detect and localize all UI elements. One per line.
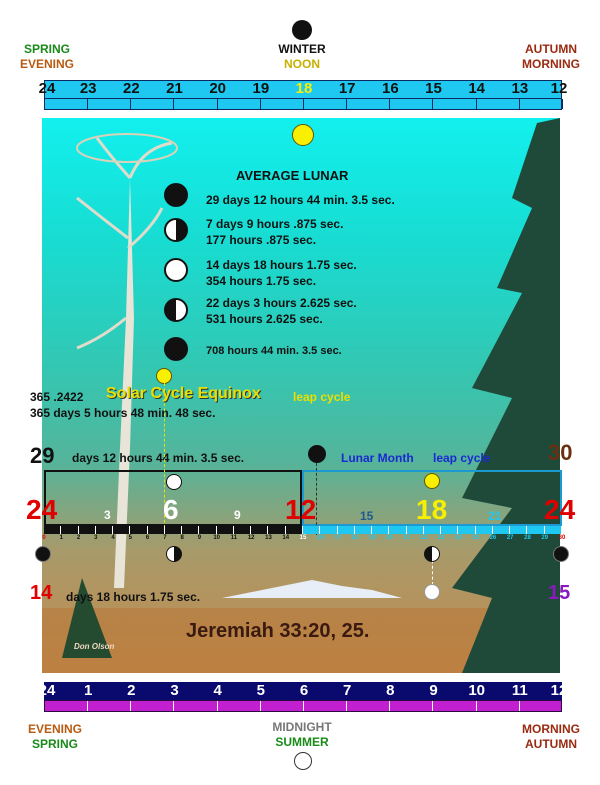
new-moon-phase-icon-2 [164,337,188,361]
new-moon-phase-icon [164,183,188,207]
ruler-cell [347,99,390,109]
spring-evening-label [14,42,80,72]
bottom-ruler-number: 12 [550,682,568,699]
bottom-ruler-number: 1 [83,682,93,699]
day-cell [268,526,285,534]
winter-noon-label [262,42,342,72]
midnight-text: MIDNIGHT [272,720,332,734]
ruler-cell [390,701,433,711]
morning-autumn-label [516,722,586,752]
day-cell [234,526,251,534]
ruler-cell [175,701,218,711]
day-cell [286,526,303,534]
top-ruler-number: 21 [166,80,183,97]
phase4-text-2: 531 hours 2.625 sec. [206,312,323,326]
phase5-text: 708 hours 44 min. 3.5 sec. [206,345,342,357]
bottom-ruler-number: 3 [170,682,179,699]
top-ruler-number: 12 [550,80,568,97]
ruler-cell [45,701,88,711]
top-ruler-strip [44,98,562,110]
first-quarter-small-icon [166,546,182,562]
bottom-ruler-number: 5 [256,682,265,699]
day-tick-label: 7 [163,535,167,541]
pine-tree-right [452,118,560,673]
lunar-month-title: Lunar Month [341,451,414,465]
half-right-number: 15 [548,582,571,604]
solar-prefix: 365 .2422 [30,390,84,404]
lunar-month-leap: leap cycle [433,451,491,465]
autumn-bottom-text: AUTUMN [525,737,577,751]
day-tick-label: 15 [299,535,307,541]
day-cell [545,526,562,534]
ruler-cell [347,701,390,711]
day-cell [199,526,216,534]
bottom-ruler-number: 24 [38,682,56,699]
left-new-moon-icon [35,546,51,562]
phase3-text-2: 354 hours 1.75 sec. [206,274,317,288]
day-tick-label: 6 [145,535,150,541]
evening-spring-label [20,722,90,752]
new-moon-marker-icon [308,445,326,463]
bottom-ruler-number: 6 [299,682,309,699]
evening-text: EVENING [19,57,74,71]
day-cell [510,526,527,534]
ruler-cell [434,701,477,711]
day-tick-label: 21 [403,535,410,541]
spring-bottom-text: SPRING [31,737,78,751]
day-cell [182,526,199,534]
day-cell [113,526,130,534]
top-ruler-number: 14 [468,80,485,97]
artist-signature: Don Olson [74,642,115,651]
half-month-text: days 18 hours 1.75 sec. [66,590,201,604]
ruler-cell [88,99,131,109]
ruler-cell [131,99,174,109]
right-new-moon-icon [553,546,569,562]
ruler-cell [304,701,347,711]
solar-title: Solar Cycle Equinox [106,385,261,402]
lunar-heading: AVERAGE LUNAR [236,168,349,183]
ruler-cell [477,99,520,109]
day-tick-label: 25 [472,535,479,541]
top-ruler-number: 15 [425,80,442,97]
day-tick-label: 1 [59,535,63,541]
day-tick-label: 3 [94,535,98,541]
day-cell [320,526,337,534]
top-ruler-number: 17 [338,80,356,97]
day-tick-label: 2 [76,535,81,541]
half-left-number: 14 [30,582,53,604]
mid-15: 15 [360,509,374,523]
day-tick-label: 12 [247,535,255,541]
bottom-ruler-number: 9 [429,682,438,699]
mid-3: 3 [104,508,111,522]
phase4-text-1: 22 days 3 hours 2.625 sec. [206,296,357,310]
ruler-cell [261,99,304,109]
top-ruler-number: 16 [381,80,399,97]
day-cell [441,526,458,534]
day-tick-label: 4 [111,535,115,541]
bottom-hour-ruler [38,682,568,700]
phase2-text-1: 7 days 9 hours .875 sec. [206,217,344,231]
top-ruler-number: 13 [511,80,529,97]
mid-18: 18 [416,494,448,525]
last-quarter-moon-icon [164,298,188,322]
day-scale-bar [44,526,562,534]
bottom-ruler-number: 8 [386,682,395,699]
noon-text: NOON [284,57,320,71]
day-tick-label: 19 [368,535,376,541]
bottom-ruler-number: 11 [511,682,528,699]
ruler-cell [390,99,433,109]
phase3-text-1: 14 days 18 hours 1.75 sec. [206,258,357,272]
mid-6: 6 [163,494,179,525]
ruler-cell [218,99,261,109]
day-cell [61,526,78,534]
sun-marker-icon [424,473,440,489]
bottom-ruler-number: 4 [213,682,222,699]
solar-sun-icon [156,368,172,384]
full-moon-icon [164,258,188,282]
morning-text: MORNING [522,57,580,71]
day-cell [476,526,493,534]
mid-right-24: 24 [544,494,576,525]
day-tick-label: 18 [351,535,359,541]
solar-leap: leap cycle [293,390,351,404]
ruler-cell [261,701,304,711]
day-tick-label: 29 [541,535,549,541]
winter-text: WINTER [278,42,326,56]
top-ruler-number: 19 [252,80,270,97]
top-ruler-number: 23 [79,80,97,97]
day-tick-row [42,535,566,545]
bottom-ruler-number: 2 [127,682,136,699]
day-tick-label: 8 [180,535,184,541]
day-cell [96,526,113,534]
solar-year-text: 365 days 5 hours 48 min. 48 sec. [30,406,216,420]
bottom-ruler-strip [44,700,562,712]
day-tick-label: 0 [42,535,46,541]
day-tick-label: 13 [265,535,272,541]
ruler-cell [477,701,520,711]
last-quarter-small-icon [424,546,440,562]
day-tick-label: 9 [197,535,202,541]
spring-text: SPRING [23,42,70,56]
day-tick-label: 26 [489,535,497,541]
day-cell [458,526,475,534]
first-quarter-moon-icon [164,218,188,242]
day-tick-label: 20 [385,535,393,541]
sun-icon [292,124,314,146]
full-moon-small-icon [166,474,182,490]
day-tick-label: 11 [230,535,238,541]
bottom-ruler-number: 7 [342,682,352,699]
day-cell [407,526,424,534]
ruler-cell [218,701,261,711]
evening-bottom-text: EVENING [27,722,82,736]
day-cell [44,526,61,534]
day-cell [527,526,544,534]
day-cell [303,526,320,534]
top-ruler-number: 22 [122,80,140,97]
top-ruler-number: 18 [295,80,313,97]
ruler-cell [520,99,563,109]
day-tick-label: 16 [316,535,324,541]
day-tick-label: 5 [128,535,132,541]
mid-21: 21 [488,509,502,523]
bottom-ruler-number: 10 [468,682,485,699]
top-hour-ruler [38,80,568,99]
phase2-text-2: 177 hours .875 sec. [206,233,317,247]
ruler-cell [520,701,563,711]
day-tick-label: 28 [524,535,531,541]
full-moon-lower-icon [424,584,440,600]
day-cell [389,526,406,534]
day-tick-label: 24 [455,535,462,541]
scripture-reference: Jeremiah 33:20, 25. [186,620,370,642]
day-cell [338,526,355,534]
ruler-cell [45,99,88,109]
summer-text: SUMMER [275,735,329,749]
day-cell [355,526,372,534]
day-tick-label: 17 [334,535,341,541]
ruler-cell [131,701,174,711]
day-tick-label: 30 [558,535,566,541]
day-tick-label: 23 [437,535,445,541]
mid-left-24: 24 [26,494,58,525]
day-cell [79,526,96,534]
midnight-summer-label [262,720,342,750]
top-ruler-number: 20 [209,80,226,97]
day-cell [251,526,268,534]
day-cell [217,526,234,534]
day-cell [130,526,147,534]
day-cell [424,526,441,534]
mountain-range [222,580,402,598]
ruler-cell [304,99,347,109]
mid-9: 9 [234,508,241,522]
day-tick-label: 22 [420,535,428,541]
ruler-cell [88,701,131,711]
birch-branches [77,138,172,348]
day-cell [165,526,182,534]
mid-12: 12 [285,494,317,525]
autumn-text: AUTUMN [525,42,577,56]
top-ruler-number: 24 [38,80,56,97]
phase1-text: 29 days 12 hours 44 min. 3.5 sec. [206,193,395,207]
month-length-text: days 12 hours 44 min. 3.5 sec. [72,451,245,465]
month-end-number: 30 [548,440,573,465]
ruler-cell [434,99,477,109]
new-moon-icon [292,20,312,40]
day-cell [493,526,510,534]
full-moon-bottom-icon [294,752,312,770]
autumn-morning-label [516,42,586,72]
ruler-cell [175,99,218,109]
birch-crown [77,134,177,162]
day-tick-label: 10 [213,535,220,541]
month-start-number: 29 [30,443,55,468]
day-tick-label: 14 [282,535,290,541]
day-tick-label: 27 [506,535,514,541]
morning-bottom-text: MORNING [522,722,580,736]
day-cell [148,526,165,534]
day-cell [372,526,389,534]
